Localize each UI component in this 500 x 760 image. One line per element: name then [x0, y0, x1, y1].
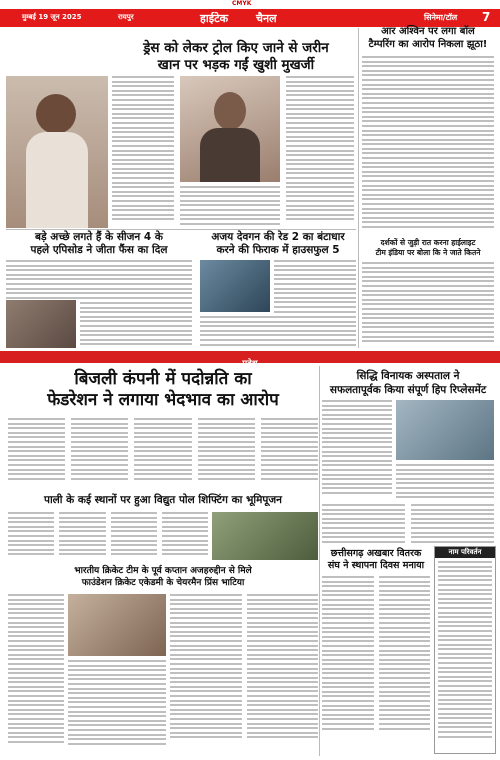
ad-title: नाम परिवर्तन [435, 547, 495, 558]
story-b-headline [200, 231, 356, 257]
header-date: मुम्बई 19 जून 2025 [22, 13, 82, 21]
header-city: रायपुर [118, 13, 134, 21]
story-d-text-left [322, 400, 392, 500]
story-a-line2: पहले एपिसोड ने जीता फैंस का दिल [30, 244, 168, 256]
vertical-divider-lower [319, 366, 320, 756]
right-headline-line1: आर अश्विन पर लगा बॉल [381, 26, 475, 37]
right-story2-headline [362, 238, 494, 257]
story-c-line1: बिजली कंपनी में पदोन्नति का [74, 369, 252, 389]
photo-subject-dress [26, 132, 88, 228]
story-d-photo [396, 400, 494, 460]
photo-subject-head [36, 94, 76, 134]
story-f-text-mid [68, 660, 166, 754]
cmyk-logo: CMYK [232, 0, 252, 7]
page-header [0, 9, 500, 27]
vertical-divider-right [358, 28, 359, 348]
story-c-line2: फेडरेशन ने लगाया भेदभाव का आरोप [47, 390, 279, 410]
name-change-ad [434, 546, 496, 754]
horizontal-divider-mid [6, 229, 356, 230]
main-story-text-col1 [112, 76, 174, 228]
right-headline-line2: टैम्परिंग का आरोप निकला झूठा! [368, 38, 488, 50]
top-bar [0, 0, 500, 8]
story-d-text-right [396, 464, 494, 500]
story-b-text-bottom [200, 316, 356, 348]
right-story2-text [362, 262, 494, 348]
story-e-photo [212, 512, 318, 560]
story-e-line1: पाली के कई स्थानों पर हुआ विद्युत पोल शिफ्टिंग का भूमिपूजन [43, 494, 283, 506]
main-headline-line1: ड्रेस को लेकर ट्रोल किए जाने से जरीन [143, 40, 329, 56]
story-c-text [8, 418, 318, 488]
story-b-text-right [274, 260, 356, 314]
region-band [0, 351, 500, 369]
story-a-headline [6, 231, 192, 257]
story-e-headline [8, 494, 318, 507]
story-b-line2: करने की फिराक में हाउसफुल 5 [216, 244, 340, 256]
story-d-headline [322, 369, 494, 397]
story-g-text [322, 576, 430, 754]
main-headline-line2: खान पर भड़क गईं खुशी मुखर्जी [157, 57, 315, 73]
story-b-line1: अजय देवगन की रेड 2 का बंटाधार [211, 231, 345, 243]
inset-subject-body [200, 128, 260, 182]
right-story-headline [362, 26, 494, 51]
section-title-left: हाईटेक [200, 12, 229, 25]
story-a-photo [6, 300, 76, 348]
story-g-line1: छत्तीसगढ़ अखबार वितरक [330, 548, 422, 559]
story-a-text-top [6, 260, 192, 300]
main-story-text-col3 [286, 76, 354, 228]
story-f-line2: फाउंडेशन क्रिकेट एकेडमी के चेयरमैन प्रिंस भाटिया [81, 577, 245, 588]
story-d-line2: सफलतापूर्वक किया संपूर्ण हिप रिप्लेसमेंट [329, 384, 487, 396]
main-story-text-col2 [180, 186, 280, 228]
story-c-headline [8, 369, 318, 411]
ad-text [435, 558, 495, 738]
story-e-text [8, 512, 208, 560]
story-f-headline [8, 566, 318, 589]
story-f-photo [68, 594, 166, 656]
right-story2-line2: टीम इंडिया पर बोला कि ने जाते कितने [375, 247, 481, 257]
main-story-headline [118, 40, 354, 74]
story-d-text-lower [322, 504, 494, 544]
region-band-label: प्रदेश [242, 359, 258, 369]
main-story-inset-photo [180, 76, 280, 182]
inset-subject-head [214, 92, 246, 130]
story-g-headline [322, 548, 430, 572]
right-story-text [362, 56, 494, 236]
section-title-right: चैनल [256, 12, 277, 25]
story-f-text-right [170, 594, 318, 754]
story-g-line2: संघ ने स्थापना दिवस मनाया [327, 560, 425, 571]
page-section-label: सिनेमा/टॉल [424, 13, 458, 22]
main-story-photo [6, 76, 108, 228]
story-a-text-bottom [80, 302, 192, 348]
story-f-line1: भारतीय क्रिकेट टीम के पूर्व कप्तान अजहरुद्दीन से मिले [74, 566, 252, 576]
story-b-photo [200, 260, 270, 312]
story-f-text-left [8, 594, 64, 754]
story-d-line1: सिद्धि विनायक अस्पताल ने [356, 370, 460, 382]
page-number: 7 [482, 10, 491, 24]
right-story2-line1: दर्शकों से जुड़ी रात करना हाईलाइट [380, 238, 476, 247]
story-a-line1: बड़े अच्छे लगते हैं के सीजन 4 के [35, 231, 163, 243]
